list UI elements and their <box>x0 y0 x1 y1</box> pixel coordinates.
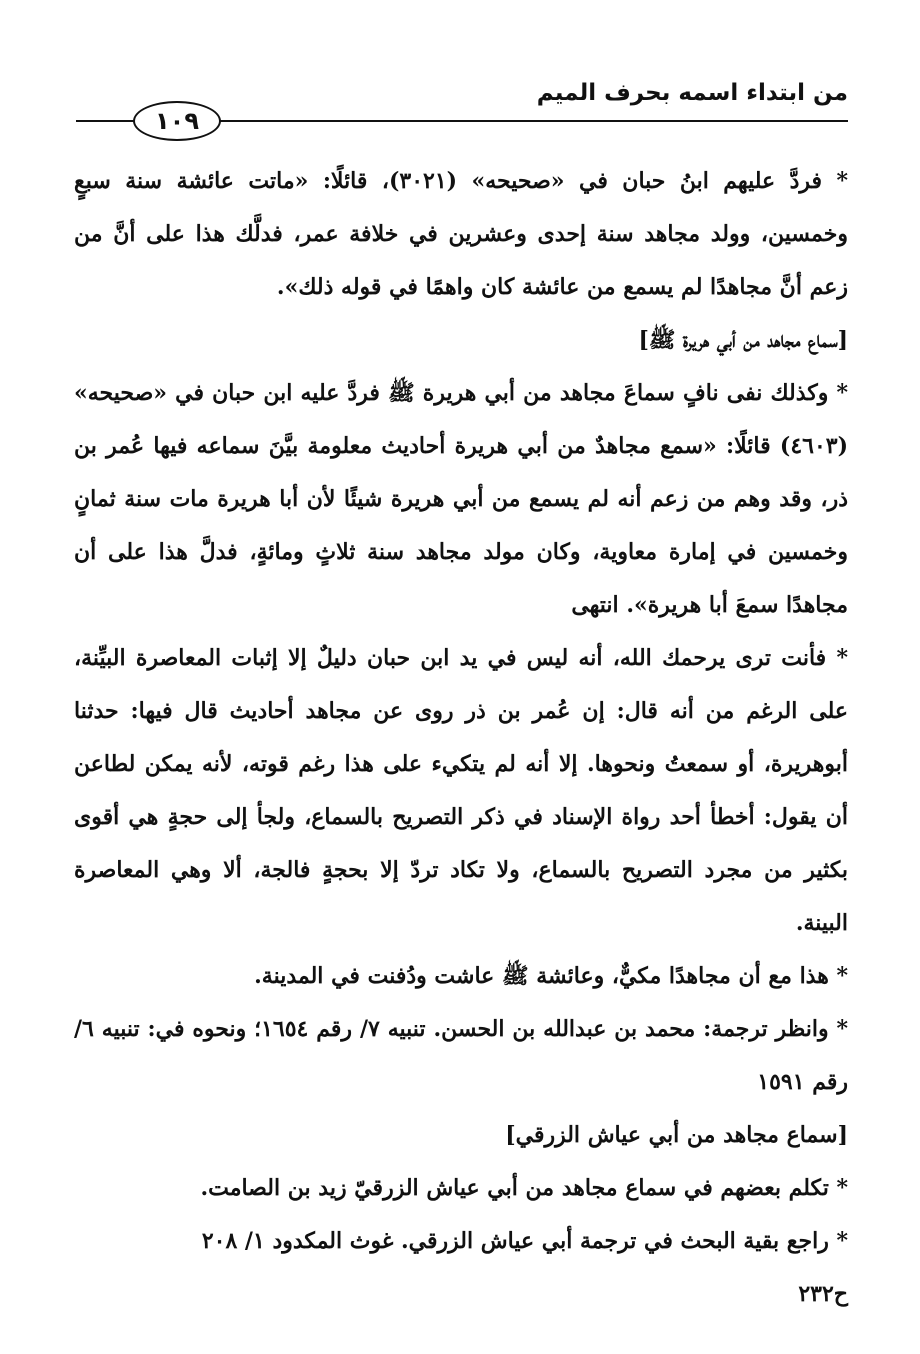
section-heading-abu-hurayra: [سماع مجاهد من أبي هريرة ﷺ] <box>638 327 848 353</box>
paragraph-ghawth-reference: * راجع بقية البحث في ترجمة أبي عياش الزرقي. غوث المكدود ١/ ٢٠٨ <box>201 1228 848 1254</box>
paragraph-see-also-reference: * وانظر ترجمة: محمد بن عبدالله بن الحسن. تنبيه ٧/ رقم ١٦٥٤؛ ونحوه في: تنبيه ٦/ رقم ١٥٩١ <box>74 1016 849 1095</box>
body-text <box>74 155 848 1321</box>
paragraph-ibn-hibban-abu-hurayra: * وكذلك نفى نافٍ سماعَ مجاهد من أبي هريرة ﷺ فردَّ عليه ابن حبان في «صحيحه» (٤٦٠٣) قائلًا: «سمع مجاهدٌ من أبي هريرة أحاديث معلومة بيَّنَ سماعه فيها عُمر بن ذر، وقد وهم من زعم أنه لم يسمع من أبي هريرة شيئًا لأن أبا هريرة مات سنة ثمانٍ وخمسين في إمارة معاوية، وكان مولد مجاهد سنة ثلاثٍ ومائةٍ، فدلَّ هذا على أن مجاهدًا سمعَ أبا هريرة». انتهى <box>74 380 848 618</box>
paragraph-mujahid-makki: * هذا مع أن مجاهدًا مكيٌّ، وعائشة ﷺ عاشت ودُفنت في المدينة. <box>254 963 848 989</box>
section-heading-abu-ayyash: [سماع مجاهد من أبي عياش الزرقي] <box>505 1122 848 1148</box>
paragraph-abu-ayyash-dispute: * تكلم بعضهم في سماع مجاهد من أبي عياش الزرقيّ زيد بن الصامت. <box>200 1175 848 1201</box>
reference-tail: ح٢٣٢ <box>798 1281 848 1307</box>
page-number: ١٠٩ <box>133 101 221 141</box>
paragraph-contemporaneity-argument: * فأنت ترى يرحمك الله، أنه ليس في يد ابن حبان دليلٌ إلا إثبات المعاصرة البيِّنة، على الرغم من أنه قال: إن عُمر بن ذر روى عن مجاهد أحاديث قال فيها: حدثنا أبوهريرة، أو سمعتُ ونحوها. إلا أنه لم يتكيء على هذا رغم قوته، لأنه يمكن لطاعن أن يقول: أخطأ أحد رواة الإسناد في ذكر التصريح بالسماع، ولجأ إلى حجةٍ هي أقوى بكثير من مجرد التصريح بالسماع، ولا تكاد تردّ إلا بحجةٍ فالجة، ألا وهي المعاصرة البينة. <box>74 645 848 936</box>
paragraph-ibn-hibban-aisha: * فردَّ عليهم ابنُ حبان في «صحيحه» (٣٠٢١)، قائلًا: «ماتت عائشة سنة سبعٍ وخمسين، وولد مجاهد سنة إحدى وعشرين في خلافة عمر، فدلَّك هذا على أنَّ من زعم أنَّ مجاهدًا لم يسمع من عائشة كان واهمًا في قوله ذلك». <box>74 168 848 300</box>
running-title: من ابتداء اسمه بحرف الميم <box>536 80 848 106</box>
